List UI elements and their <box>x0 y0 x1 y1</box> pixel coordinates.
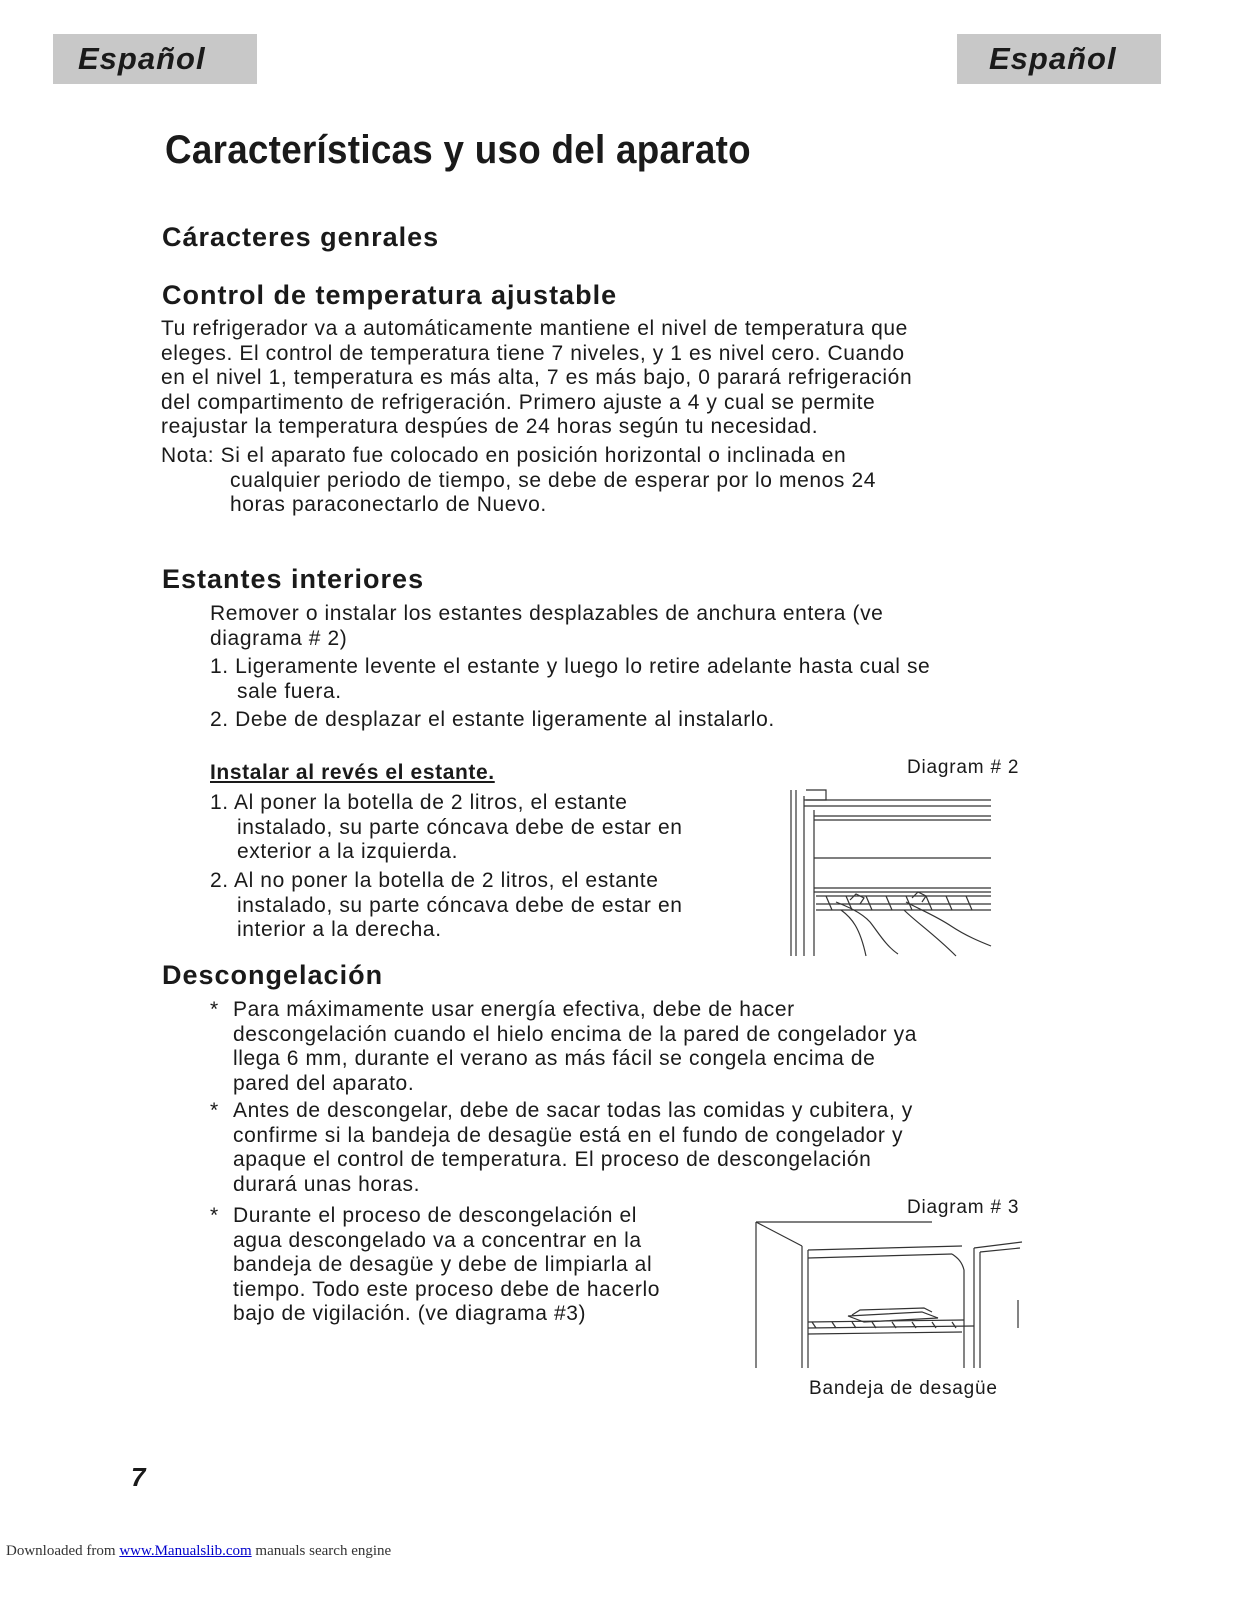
page-title: Características y uso del aparato <box>165 128 751 172</box>
shelves-intro <box>210 602 883 651</box>
note-line: cualquier periodo de tiempo, se debe de esperar por lo menos 24 <box>230 468 877 492</box>
manualslib-link[interactable]: www.Manualslib.com <box>119 1543 252 1559</box>
note-line: Nota: Si el aparato fue colocado en posición horizontal o inclinada en <box>161 444 847 467</box>
language-tab-right: Español <box>957 34 1161 84</box>
text-line: apaque el control de temperatura. El proceso de descongelación <box>233 1148 872 1171</box>
text-line: descongelación cuando el hielo encima de la pared de congelador ya <box>233 1022 918 1046</box>
text-line: durará unas horas. <box>233 1172 421 1196</box>
text-line: reajustar la temperatura despúes de 24 horas según tu necesidad. <box>161 415 819 438</box>
bullet-star: * <box>210 998 219 1021</box>
text-line: Durante el proceso de descongelación el <box>233 1204 637 1227</box>
shelves-step-1 <box>210 655 930 704</box>
defrost-bullet-3 <box>210 1204 660 1327</box>
text-line: eleges. El control de temperatura tiene 7 niveles, y 1 es nivel cero. Cuando <box>161 341 905 365</box>
text-line: confirme si la bandeja de desagüe está en el fundo de congelador y <box>233 1123 904 1147</box>
defrost-bullet-1 <box>210 998 918 1096</box>
text-line: Para máximamente usar energía efectiva, debe de hacer <box>233 998 795 1021</box>
bullet-star: * <box>210 1099 219 1122</box>
text-line: agua descongelado va a concentrar en la <box>233 1228 642 1252</box>
text-line: del compartimento de refrigeración. Primero ajuste a 4 y cual se permite <box>161 390 876 414</box>
text-line: interior a la derecha. <box>237 918 442 941</box>
text-line: sale fuera. <box>237 679 342 703</box>
note-line: horas paraconectarlo de Nuevo. <box>230 493 547 516</box>
text-line: instalado, su parte cóncava debe de estar en <box>237 815 683 839</box>
text-line: llega 6 mm, durante el verano as más fácil se congela encima de <box>233 1047 876 1070</box>
text-line: pared del aparato. <box>233 1071 415 1095</box>
language-tab-left: Español <box>53 34 257 84</box>
text-line: instalado, su parte cóncava debe de estar en <box>237 893 683 917</box>
heading-defrost: Descongelación <box>162 960 384 990</box>
text-line: Antes de descongelar, debe de sacar todas las comidas y cubitera, y <box>233 1099 913 1122</box>
page-number: 7 <box>131 1462 146 1492</box>
temperature-paragraph <box>161 317 912 440</box>
drain-tray-diagram <box>752 1218 1030 1370</box>
footer-suffix: manuals search engine <box>251 1543 392 1559</box>
temperature-note <box>161 444 876 518</box>
text-line: 1. Ligeramente levente el estante y luego lo retire adelante hasta cual se <box>210 655 931 678</box>
sub-heading-reverse-shelf: Instalar al revés el estante. <box>210 761 495 784</box>
shelves-step-2: 2. Debe de desplazar el estante ligeramente al instalarlo. <box>210 708 775 731</box>
defrost-bullet-2 <box>210 1099 913 1197</box>
download-footer <box>6 1543 391 1560</box>
diagram-3-caption: Diagram # 3 <box>907 1197 1020 1218</box>
text-line: bajo de vigilación. (ve diagrama #3) <box>233 1302 587 1325</box>
reverse-step-1 <box>210 791 683 865</box>
text-line: Tu refrigerador va a automáticamente mantiene el nivel de temperatura que <box>161 317 908 340</box>
heading-general: Cáracteres genrales <box>162 222 440 252</box>
text-line: Remover o instalar los estantes desplazables de anchura entera (ve <box>210 602 884 625</box>
text-line: tiempo. Todo este proceso debe de hacerlo <box>233 1277 660 1301</box>
text-line: 1. Al poner la botella de 2 litros, el estante <box>210 791 628 814</box>
diagram-2-caption: Diagram # 2 <box>907 757 1020 778</box>
heading-shelves: Estantes interiores <box>162 564 425 594</box>
heading-temperature: Control de temperatura ajustable <box>162 280 618 310</box>
text-line: exterior a la izquierda. <box>237 840 459 863</box>
text-line: en el nivel 1, temperatura es más alta, 7 es más bajo, 0 parará refrigeración <box>161 366 913 389</box>
text-line: 2. Al no poner la botella de 2 litros, el estante <box>210 869 659 892</box>
footer-prefix: Downloaded from <box>6 1543 120 1559</box>
bullet-star: * <box>210 1204 219 1227</box>
shelf-diagram <box>786 786 996 958</box>
text-line: diagrama # 2) <box>210 626 348 650</box>
text-line: bandeja de desagüe y debe de limpiarla al <box>233 1253 653 1276</box>
drain-tray-caption: Bandeja de desagüe <box>809 1378 998 1399</box>
reverse-step-2 <box>210 869 683 943</box>
